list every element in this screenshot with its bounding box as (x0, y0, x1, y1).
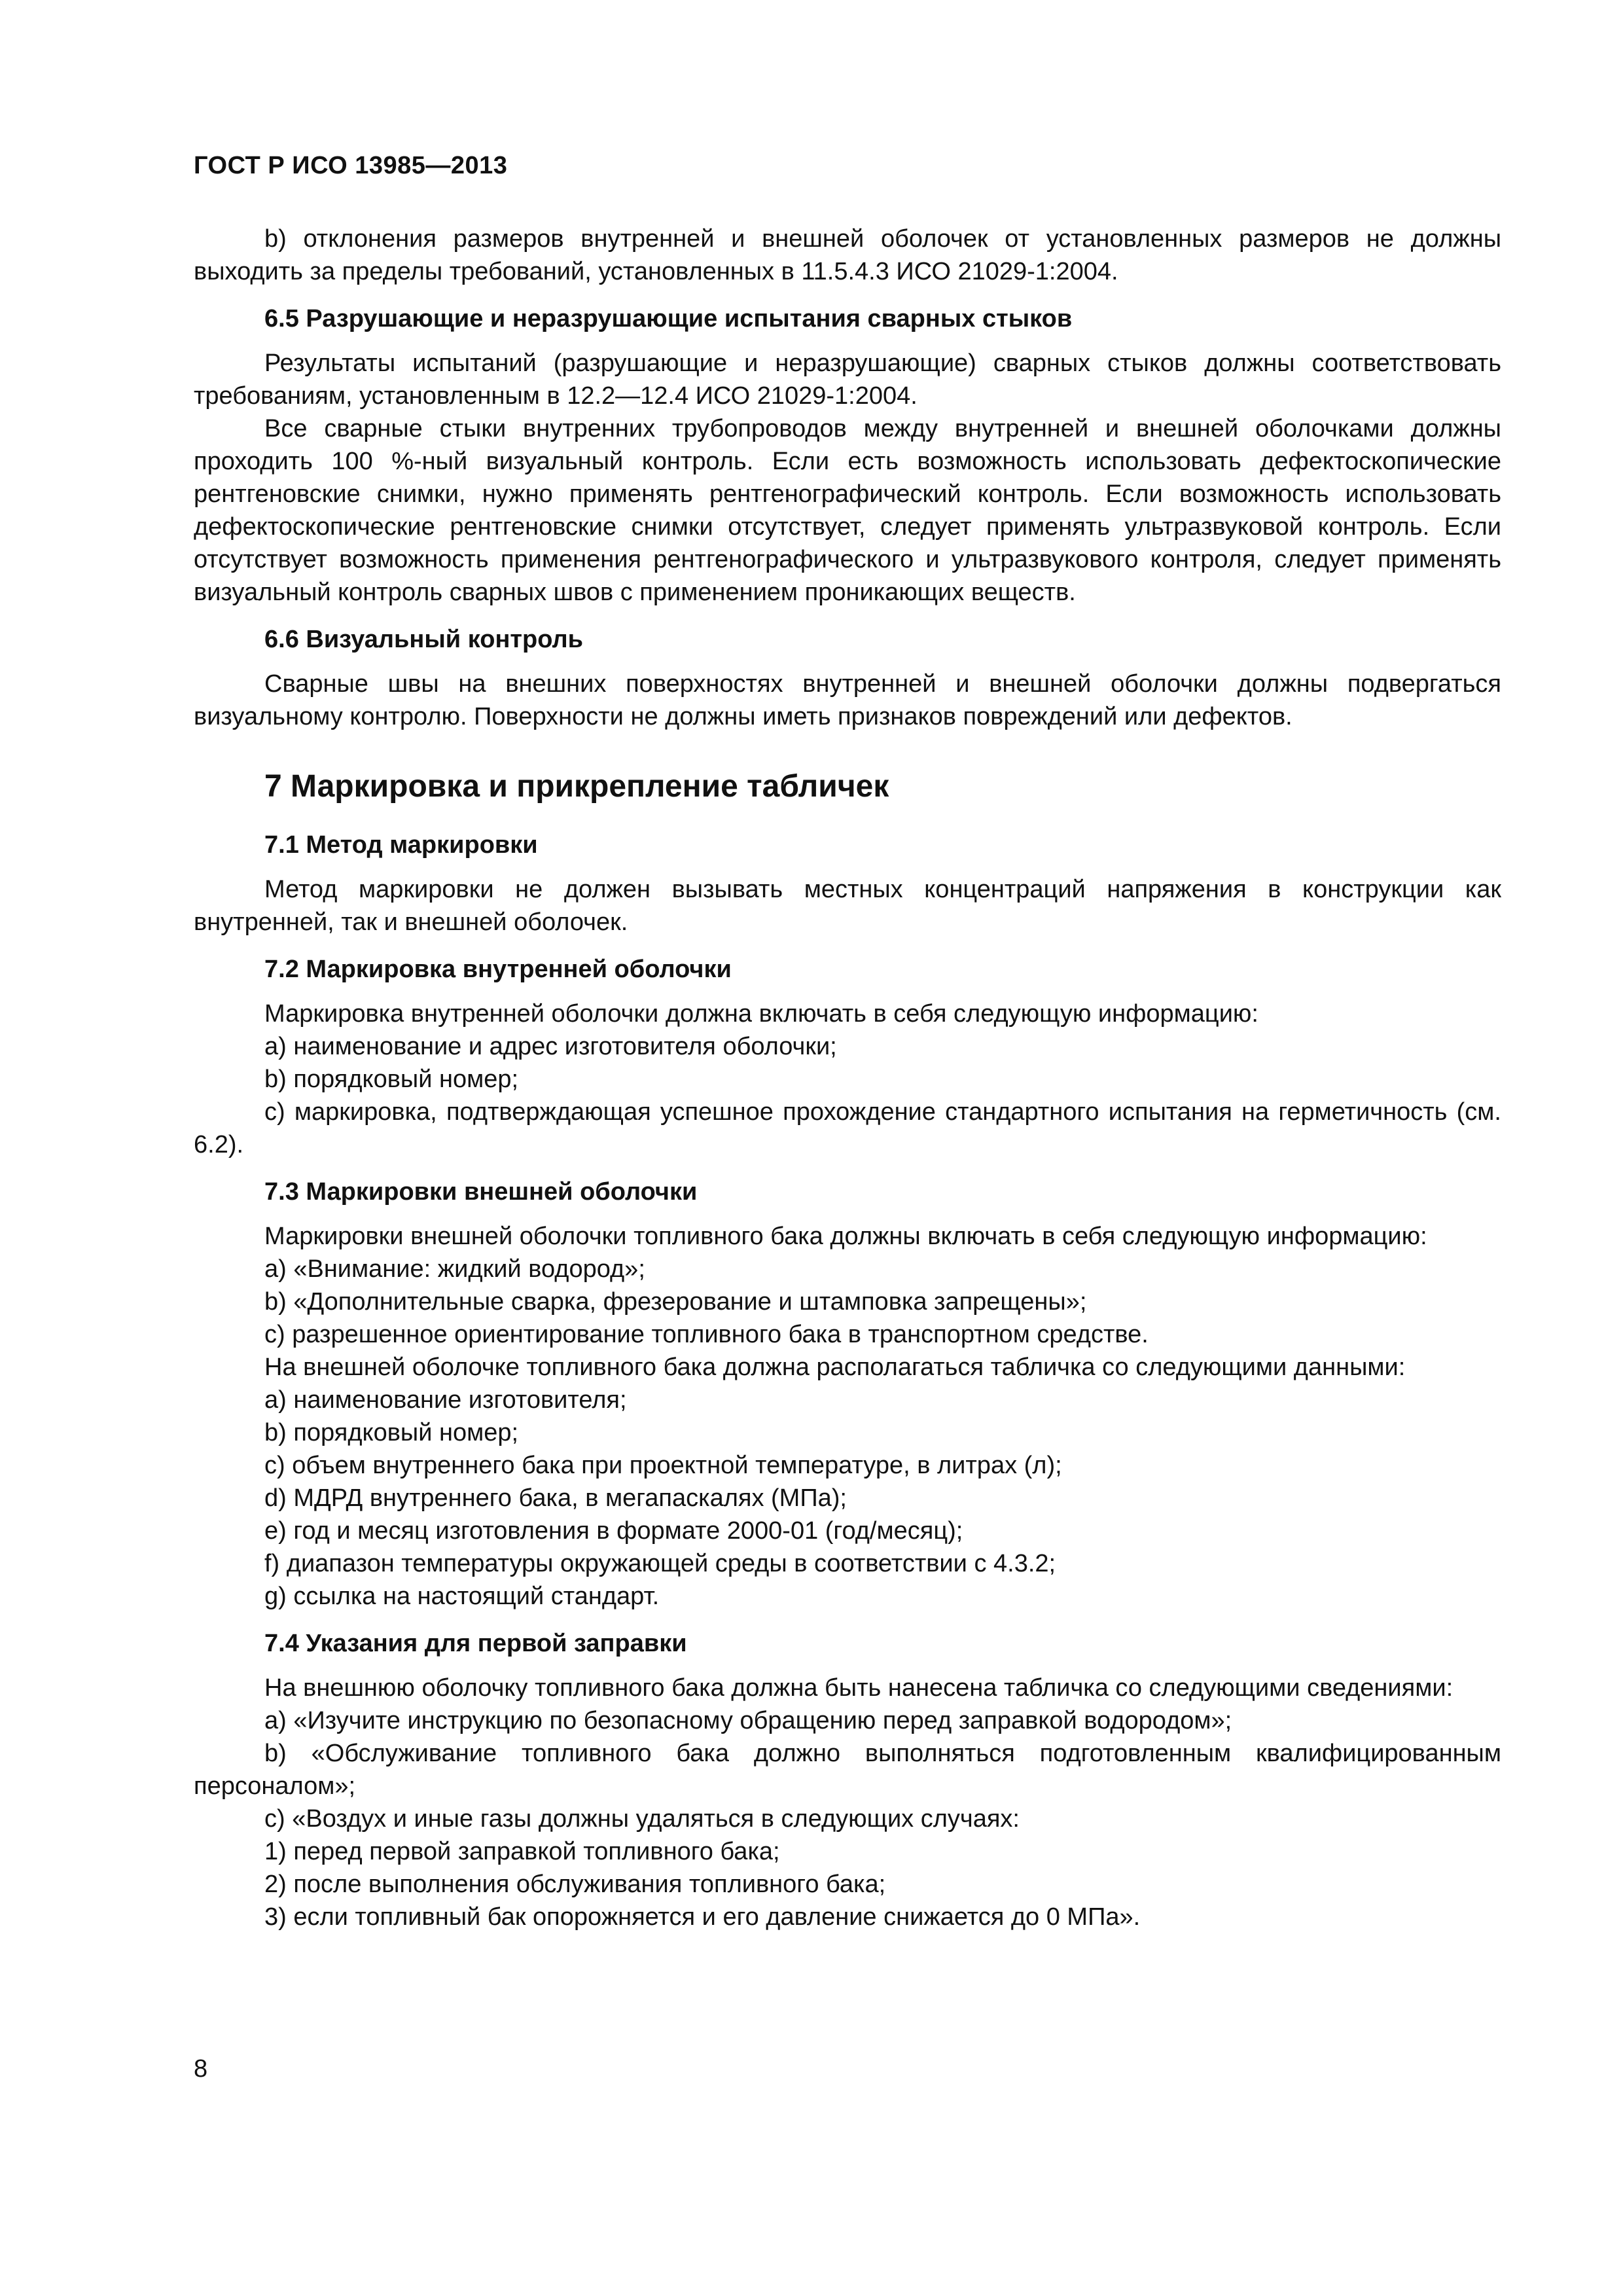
s73-plate-item-d: d) МДРД внутреннего бака, в мегапаскалях (МПа); (264, 1484, 847, 1512)
intro-item-b: b) отклонения размеров внутренней и внешней оболочек от установленных размеров не должны выходить за пределы требований, установленных в 11.5.4.3 ИСО 21029-1:2004. (194, 225, 1501, 285)
s74-lead: На внешнюю оболочку топливного бака должна быть нанесена табличка со следующими сведениями: (264, 1674, 1454, 1702)
s73-lead: Маркировки внешней оболочки топливного бака должны включать в себя следующую информацию: (264, 1223, 1427, 1250)
s73-plate-item-a: a) наименование изготовителя; (264, 1386, 627, 1414)
s73-item-b: b) «Дополнительные сварка, фрезерование и штамповка запрещены»; (264, 1288, 1087, 1316)
s73-item-a: a) «Внимание: жидкий водород»; (264, 1255, 645, 1283)
s74-subitem-3: 3) если топливный бак опорожняется и его давление снижается до 0 МПа». (264, 1903, 1141, 1931)
s73-item-c: c) разрешенное ориентирование топливного бака в транспортном средстве. (264, 1321, 1149, 1348)
s74-subitem-2: 2) после выполнения обслуживания топливного бака; (264, 1871, 886, 1898)
s73-plate-item-e: e) год и месяц изготовления в формате 2000-01 (год/месяц); (264, 1517, 963, 1545)
running-header: ГОСТ Р ИСО 13985—2013 (194, 152, 508, 179)
heading-7-4: 7.4 Указания для первой заправки (264, 1630, 687, 1657)
s72-item-c: c) маркировка, подтверждающая успешное прохождение стандартного испытания на герметичность (см. 6.2). (194, 1098, 1501, 1158)
s74-item-c: c) «Воздух и иные газы должны удаляться в следующих случаях: (264, 1805, 1020, 1833)
page-body (194, 223, 1501, 1933)
s74-item-b: b) «Обслуживание топливного бака должно выполняться подготовленным квалифицированным персоналом»; (194, 1740, 1501, 1800)
s73-plate-item-f: f) диапазон температуры окружающей среды в соответствии с 4.3.2; (264, 1550, 1056, 1577)
s74-subitem-1: 1) перед первой заправкой топливного бака; (264, 1838, 780, 1865)
s71-paragraph-1: Метод маркировки не должен вызывать местных концентраций напряжения в конструкции как внутренней, так и внешней оболочек. (194, 876, 1501, 936)
heading-7-3: 7.3 Маркировки внешней оболочки (264, 1178, 698, 1206)
heading-7-1: 7.1 Метод маркировки (264, 831, 538, 859)
s73-plate-item-c: c) объем внутреннего бака при проектной температуре, в литрах (л); (264, 1452, 1062, 1479)
s72-lead: Маркировка внутренней оболочки должна включать в себя следующую информацию: (264, 1000, 1258, 1028)
s73-plate-item-g: g) ссылка на настоящий стандарт. (264, 1583, 660, 1610)
heading-6-6: 6.6 Визуальный контроль (264, 626, 583, 653)
s65-paragraph-2: Все сварные стыки внутренних трубопроводов между внутренней и внешней оболочками должны проходить 100 %-ный визуальный контроль. Если есть возможность использовать дефектоскопические рентгеновские снимки, нужно применять рентгенографический контроль. Если возможность использовать дефектоскопические рентгеновские снимки отсутствует, следует применять ультразвуковой контроль. Если отсутствует возможность применения рентгенографического и ультразвукового контроля, следует применять визуальный контроль сварных швов с применением проникающих веществ. (194, 415, 1501, 606)
s74-item-a: a) «Изучите инструкцию по безопасному обращению перед заправкой водородом»; (264, 1707, 1232, 1734)
heading-7-2: 7.2 Маркировка внутренней оболочки (264, 956, 732, 983)
s72-item-a: a) наименование и адрес изготовителя оболочки; (264, 1033, 837, 1060)
s73-lead-2: На внешней оболочке топливного бака должна располагаться табличка со следующими данными: (264, 1354, 1406, 1381)
s65-paragraph-1: Результаты испытаний (разрушающие и неразрушающие) сварных стыков должны соответствовать требованиям, установленным в 12.2—12.4 ИСО 21029-1:2004. (194, 350, 1501, 410)
heading-7: 7 Маркировка и прикрепление табличек (264, 769, 889, 804)
heading-6-5: 6.5 Разрушающие и неразрушающие испытания сварных стыков (264, 305, 1073, 332)
s66-paragraph-1: Сварные швы на внешних поверхностях внутренней и внешней оболочки должны подвергаться визуальному контролю. Поверхности не должны иметь признаков повреждений или дефектов. (194, 670, 1501, 730)
s72-item-b: b) порядковый номер; (264, 1066, 519, 1093)
s73-plate-item-b: b) порядковый номер; (264, 1419, 519, 1446)
page-number: 8 (194, 2055, 208, 2083)
